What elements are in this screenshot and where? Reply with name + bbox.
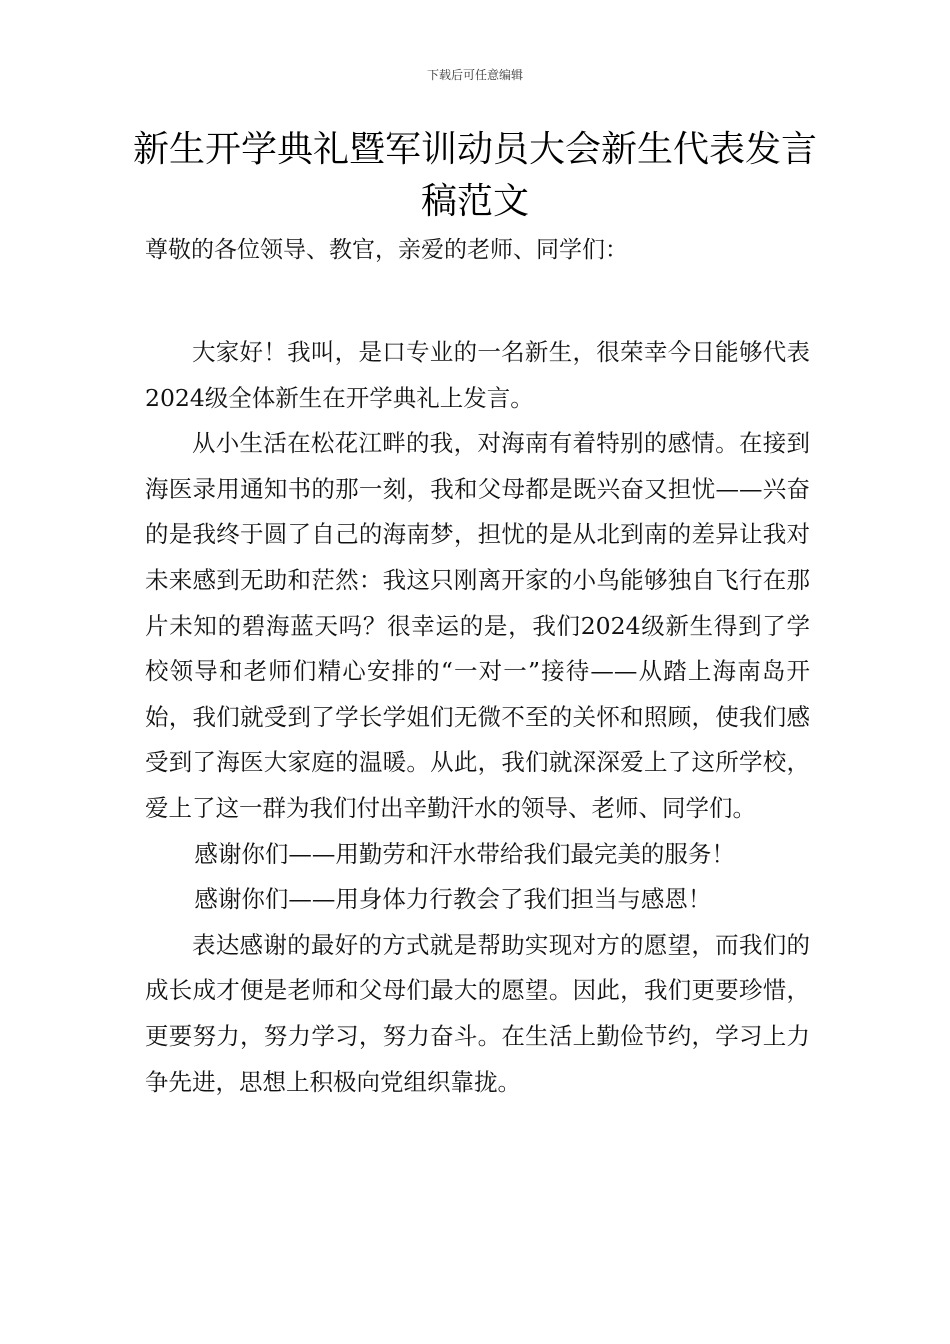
paragraph-thanks-2: 感谢你们——用身体力行教会了我们担当与感恩！ <box>194 885 712 914</box>
paragraph-story: 从小生活在松花江畔的我，对海南有着特别的感情。在接到海医录用通知书的那一刻，我和父母都是既兴奋又担忧——兴奋的是我终于圆了自己的海南梦，担忧的是从北到南的差异让我对未来感到无助和茫然：我这只刚离开家的小鸟能够独自飞行在那片未知的碧海蓝天吗？很幸运的是，我们2024级新生得到了学校领导和老师们精心安排的“一对一”接待——从踏上海南岛开始，我们就受到了学长学姐们无微不至的关怀和照顾，使我们感受到了海医大家庭的温暖。从此，我们就深深爱上了这所学校，爱上了这一群为我们付出辛勤汗水的领导、老师、同学们。 <box>145 429 810 822</box>
page-title: 新生开学典礼暨军训动员大会新生代表发言稿范文 <box>132 129 817 222</box>
speech-body <box>145 330 810 1105</box>
paragraph-intro: 大家好！我叫，是口专业的一名新生，很荣幸今日能够代表2024级全体新生在开学典礼上发言。 <box>145 338 810 412</box>
paragraph-thanks-1: 感谢你们——用勤劳和汗水带给我们最完美的服务！ <box>194 839 735 868</box>
header-note: 下载后可任意编辑 <box>426 68 523 82</box>
salutation: 尊敬的各位领导、教官，亲爱的老师、同学们： <box>145 237 628 263</box>
paragraph-resolve: 表达感谢的最好的方式就是帮助实现对方的愿望，而我们的成长成才便是老师和父母们最大的愿望。因此，我们更要珍惜，更要努力，努力学习，努力奋斗。在生活上勤俭节约，学习上力争先进，思想上积极向党组织靠拢。 <box>145 930 810 1096</box>
